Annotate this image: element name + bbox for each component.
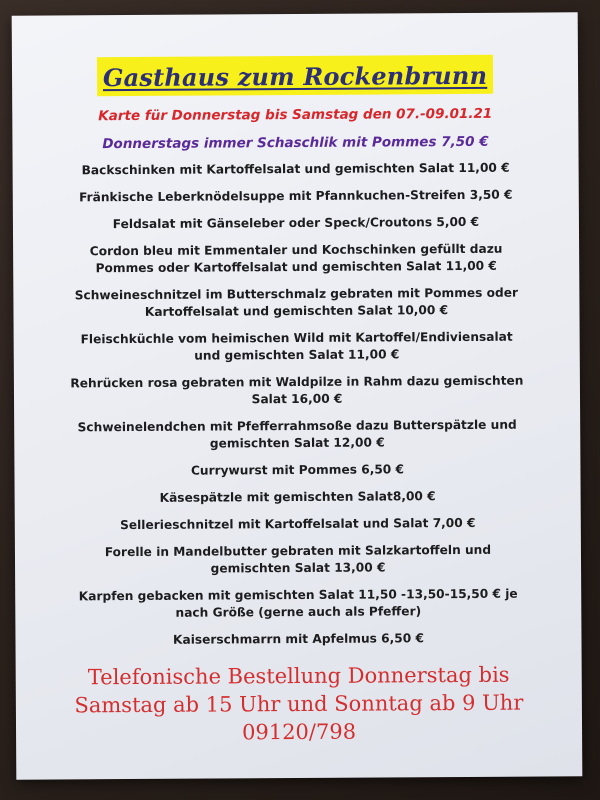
menu-item: Karpfen gebacken mit gemischten Salat 11,50 -13,50-15,50 € je nach Größe (gerne auch als Pfeffer) (78, 586, 518, 620)
menu-item: Schweineschnitzel im Butterschmalz gebraten mit Pommes oder Kartoffelsalat und gemischten Salat 10,00 € (74, 285, 519, 319)
menu-sheet (12, 12, 583, 779)
menu-item: Schweinelendchen mit Pfefferrahmsoße dazu Butterspätzle und gemischten Salat 12,00 € (77, 417, 517, 451)
menu-date-subtitle: Karte für Donnerstag bis Samstag den 07.-09.01.21 (98, 105, 493, 125)
menu-item: Fleischküchle vom heimischen Wild mit Kartoffel/Endiviensalat und gemischten Salat 11,00 € (80, 329, 513, 363)
menu-item: Forelle in Mandelbutter gebraten mit Salzkartoffeln und gemischten Salat 13,00 € (104, 542, 492, 576)
menu-list (13, 159, 582, 649)
menu-item: Cordon bleu mit Emmentaler und Kochschinken gefüllt dazu Pommes oder Kartoffelsalat und gemischten Salat 11,00 € (89, 241, 503, 276)
menu-item: Backschinken mit Kartoffelsalat und gemischten Salat 11,00 € (81, 160, 510, 178)
thursday-special: Donnerstags immer Schaschlik mit Pommes 7,50 € (102, 133, 489, 153)
menu-item: Currywurst mit Pommes 6,50 € (190, 462, 405, 478)
menu-item: Käsespätzle mit gemischten Salat8,00 € (159, 489, 436, 505)
menu-item: Rehrücken rosa gebraten mit Waldpilze in Rahm dazu gemischten Salat 16,00 € (70, 373, 524, 407)
phone-number: 09120/798 (241, 719, 357, 745)
menu-item: Fränkische Leberknödelsuppe mit Pfannkuchen-Streifen 3,50 € (79, 187, 513, 205)
order-info-line-1: Telefonische Bestellung Donnerstag bis (87, 662, 510, 690)
order-info-line-2: Samstag ab 15 Uhr und Sonntag ab 9 Uhr (74, 690, 524, 718)
menu-item: Kaiserschmarrn mit Apfelmus 6,50 € (172, 631, 424, 647)
menu-item: Sellerieschnitzel mit Kartoffelsalat und Salat 7,00 € (120, 515, 476, 533)
title-wrap (12, 54, 578, 96)
menu-item: Feldsalat mit Gänseleber oder Speck/Croutons 5,00 € (112, 214, 480, 232)
restaurant-title: Gasthaus zum Rockenbrunn (97, 55, 494, 96)
order-info (16, 660, 583, 747)
